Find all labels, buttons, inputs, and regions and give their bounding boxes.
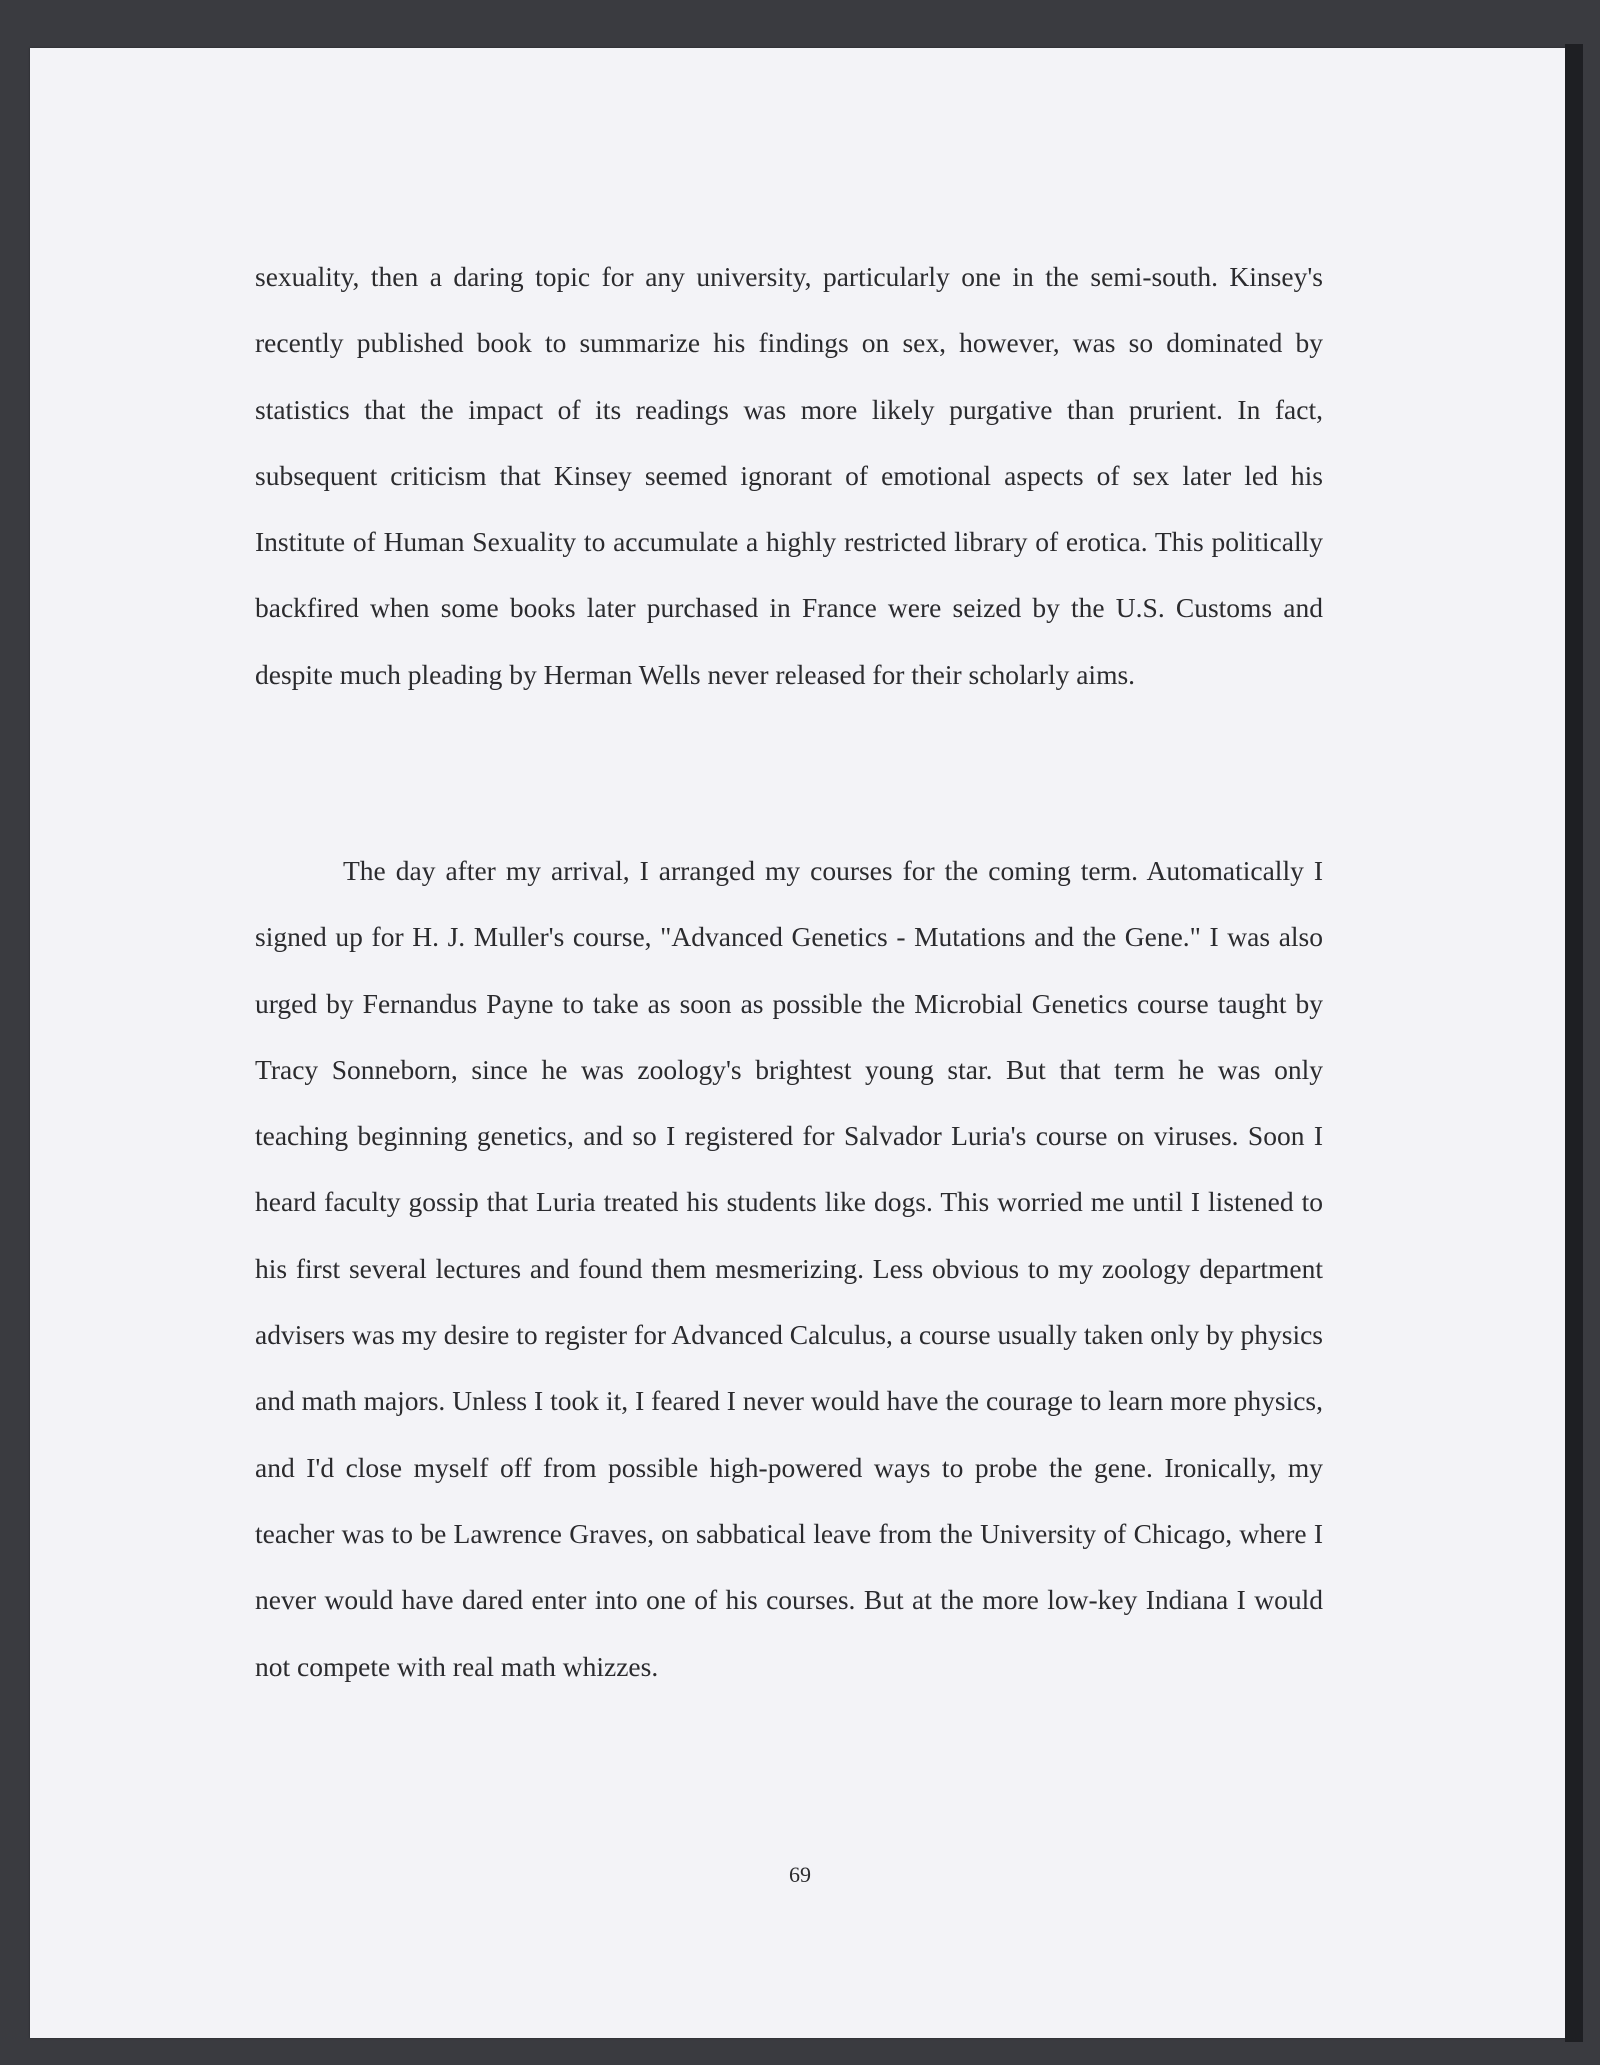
page-edge-shadow — [1565, 44, 1583, 2042]
paragraph-text: The day after my arrival, I arranged my courses for the coming term. Automatically I signed up for H. J. Muller's course, "Advanced Genetics - Mutations and the Gene." I was also urged by Fernandus Payne to take as soon as possible the Microbial Genetics course taught by Tracy Sonneborn, since he was zoology's brightest young star. But that term he was only teaching beginning genetics, and so I registered for Salvador Luria's course on viruses. Soon I heard faculty gossip that Luria treated his students like dogs. This worried me until I listened to his first several lectures and found them mesmerizing. Less obvious to my zoology department advisers was my desire to register for Advanced Calculus, a course usually taken only by physics and math majors. Unless I took it, I feared I never would have the courage to learn more physics, and I'd close myself off from possible high-powered ways to probe the gene. Ironically, my teacher was to be Lawrence Graves, on sabbatical leave from the University of Chicago, where I never would have dared enter into one of his courses. But at the more low-key Indiana I would not compete with real math whizzes. — [255, 855, 1323, 1682]
body-paragraph-2 — [255, 838, 1323, 1700]
paragraph-text: sexuality, then a daring topic for any university, particularly one in the semi-south. Kinsey's recently published book to summarize his findings on sex, however, was so dominated by statistics that the impact of its readings was more likely purgative than prurient. In fact, subsequent criticism that Kinsey seemed ignorant of emotional aspects of sex later led his Institute of Human Sexuality to accumulate a highly restricted library of erotica. This politically backfired when some books later purchased in France were seized by the U.S. Customs and despite much pleading by Herman Wells never released for their scholarly aims. — [255, 261, 1323, 690]
page-number: 69 — [789, 1862, 811, 1887]
body-paragraph-1 — [255, 244, 1323, 708]
